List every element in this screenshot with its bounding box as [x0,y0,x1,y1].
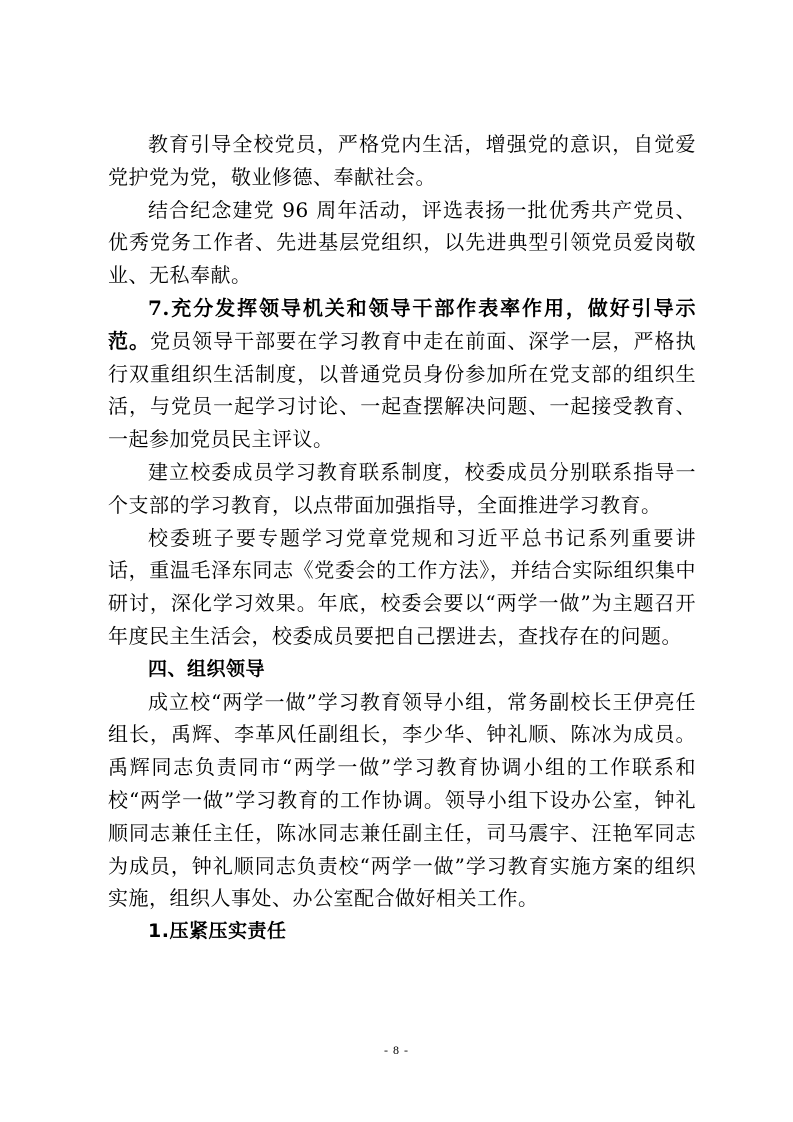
paragraph-liaison-system: 建立校委成员学习教育联系制度，校委成员分别联系指导一个支部的学习教育，以点带面加强指导，全面推进学习教育。 [108,459,696,517]
paragraph-leadership-example [108,292,696,456]
page-number: - 8 - [384,1043,409,1057]
item-7-bold-lead: 7.充分发挥领导机关和领导干部作表率作用，做好引导示范。 [108,295,696,353]
paragraph-leading-group: 成立校“两学一做”学习教育领导小组，常务副校长王伊亮任组长，禹辉、李革风任副组长，李少华、钟礼顺、陈冰为成员。禹辉同志负责同市“两学一做”学习教育协调小组的工作联系和校“两学一做”学习教育的工作协调。领导小组下设办公室，钟礼顺同志兼任主任，陈冰同志兼任副主任，司马震宇、汪艳军同志为成员，钟礼顺同志负责校“两学一做”学习教育实施方案的组织实施，组织人事处、办公室配合做好相关工作。 [108,689,696,911]
subheading-responsibility: 1.压紧压实责任 [148,920,287,943]
paragraph-committee-study: 校委班子要专题学习党章党规和习近平总书记系列重要讲话，重温毛泽东同志《党委会的工作方法》，并结合实际组织集中研讨，深化学习效果。年底，校委会要以“两学一做”为主题召开年度民主生活会，校委成员要把自己摆进去，查找存在的问题。 [108,525,696,648]
paragraph-96th-anniversary: 结合纪念建党 96 周年活动，评选表扬一批优秀共产党员、优秀党务工作者、先进基层党组织，以先进典型引领党员爱岗敬业、无私奉献。 [108,197,696,288]
section-heading-organization: 四、组织领导 [148,657,266,680]
item-7-body: 党员领导干部要在学习教育中走在前面、深学一层，严格执行双重组织生活制度，以普通党员身份参加所在党支部的组织生活，与党员一起学习讨论、一起查摆解决问题、一起接受教育、一起参加党员民主评议。 [108,328,697,452]
paragraph-education-guidance: 教育引导全校党员，严格党内生活，增强党的意识，自觉爱党护党为党，敬业修德、奉献社会。 [108,132,696,189]
document-body [108,128,696,948]
